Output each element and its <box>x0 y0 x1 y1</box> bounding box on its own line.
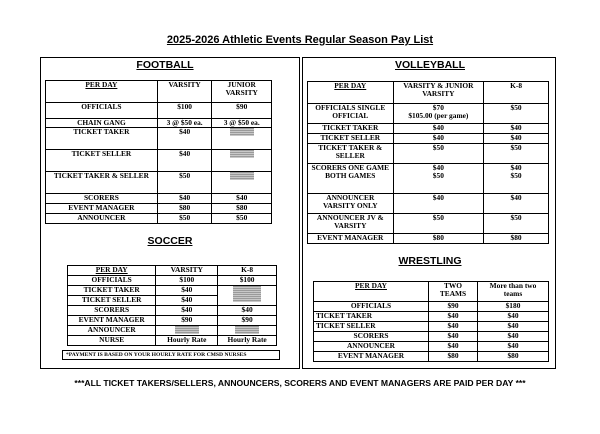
table-cell: $80 <box>478 352 549 362</box>
table-row-label: SCORERS <box>314 332 429 342</box>
soccer-table <box>67 265 277 346</box>
table-row-label: OFFICIALS <box>46 103 158 119</box>
table-cell: $80 <box>484 234 549 244</box>
table-cell: $100 <box>218 276 277 286</box>
wrestling-heading: WRESTLING <box>398 255 462 267</box>
table-row-label: TICKET TAKER & SELLER <box>308 144 394 164</box>
table-cell: $40 <box>484 124 549 134</box>
table-cell: $40 <box>429 322 478 332</box>
table-cell: $40 <box>429 342 478 352</box>
table-cell: $90 <box>156 316 218 326</box>
football-header-varsity: VARSITY <box>157 81 212 103</box>
shade-fill <box>175 326 199 334</box>
cell-line: $50 <box>510 171 522 180</box>
shaded-cell <box>156 326 218 336</box>
table-cell: $40 <box>157 150 212 172</box>
table-cell: $80 <box>429 352 478 362</box>
table-cell <box>393 104 484 124</box>
table-row-label: OFFICIALS <box>68 276 156 286</box>
shaded-cell <box>212 172 272 194</box>
table-row-label: TICKET SELLER <box>314 322 429 332</box>
cell-line: $40 <box>510 163 522 172</box>
table-cell: $40 <box>156 296 218 306</box>
table-cell: $40 <box>393 194 484 214</box>
table-cell <box>393 164 484 194</box>
shaded-cell <box>218 286 277 306</box>
table-cell: $40 <box>157 194 212 204</box>
table-cell: $40 <box>393 124 484 134</box>
table-cell: $40 <box>429 312 478 322</box>
volleyball-table <box>307 81 549 244</box>
cell-line: $40 <box>432 163 444 172</box>
wrestling-header-perday: PER DAY <box>314 282 429 302</box>
table-cell: $90 <box>218 316 277 326</box>
table-cell: $40 <box>212 194 272 204</box>
cell-line: $50 <box>432 171 444 180</box>
football-table <box>45 80 272 224</box>
table-row-label: TICKET SELLER <box>68 296 156 306</box>
cell-line: $105.00 (per game) <box>408 111 469 120</box>
table-cell: $40 <box>484 134 549 144</box>
table-row-label: SCORERS <box>68 306 156 316</box>
table-cell: $40 <box>157 128 212 150</box>
cell-line: SCORERS ONE GAME <box>311 163 390 172</box>
cell-line: $70 <box>432 103 444 112</box>
volleyball-header-k8: K-8 <box>484 82 549 104</box>
table-cell: $50 <box>157 172 212 194</box>
table-cell: $90 <box>212 103 272 119</box>
table-row-label: ANNOUNCER JV & VARSITY <box>308 214 394 234</box>
table-row-label: ANNOUNCER <box>46 214 158 224</box>
table-row-label: SCORERS <box>46 194 158 204</box>
table-cell: $40 <box>478 322 549 332</box>
football-header-jv: JUNIOR VARSITY <box>212 81 272 103</box>
table-cell: $50 <box>393 214 484 234</box>
soccer-heading: SOCCER <box>147 235 193 247</box>
table-cell: $40 <box>478 312 549 322</box>
soccer-header-k8: K-8 <box>218 266 277 276</box>
table-cell: 3 @ $50 ea. <box>157 119 212 128</box>
page-title: 2025-2026 Athletic Events Regular Season Pay List <box>166 34 434 46</box>
table-cell: $50 <box>212 214 272 224</box>
table-cell: $40 <box>484 194 549 214</box>
table-cell: $40 <box>218 306 277 316</box>
volleyball-header-perday: PER DAY <box>308 82 394 104</box>
table-row-label <box>308 164 394 194</box>
nurse-payment-note: *PAYMENT IS BASED ON YOUR HOURLY RATE FOR CMSD NURSES <box>62 350 280 360</box>
table-cell: $100 <box>156 276 218 286</box>
shade-fill <box>230 172 254 180</box>
table-cell: $50 <box>157 214 212 224</box>
shade-fill <box>235 326 259 334</box>
table-cell <box>484 164 549 194</box>
table-row-label: TICKET SELLER <box>46 150 158 172</box>
table-row-label: TICKET TAKER <box>68 286 156 296</box>
table-cell: $100 <box>157 103 212 119</box>
soccer-header-perday: PER DAY <box>68 266 156 276</box>
table-cell: $50 <box>484 214 549 234</box>
table-cell: Hourly Rate <box>156 336 218 346</box>
football-header-perday: PER DAY <box>46 81 158 103</box>
table-cell: $180 <box>478 302 549 312</box>
table-row-label: CHAIN GANG <box>46 119 158 128</box>
table-row-label: TICKET TAKER <box>46 128 158 150</box>
wrestling-header-more-teams: More than two teams <box>478 282 549 302</box>
table-row-label: TICKET TAKER <box>314 312 429 322</box>
volleyball-header-varsity-jv: VARSITY & JUNIOR VARSITY <box>393 82 484 104</box>
table-row-label: OFFICIALS <box>314 302 429 312</box>
table-cell: $40 <box>156 286 218 296</box>
shaded-cell <box>218 326 277 336</box>
table-row-label: OFFICIALS SINGLE OFFICIAL <box>308 104 394 124</box>
table-cell: $40 <box>478 342 549 352</box>
table-cell: $80 <box>212 204 272 214</box>
table-row-label: TICKET TAKER & SELLER <box>46 172 158 194</box>
table-cell: $80 <box>393 234 484 244</box>
shade-fill <box>230 150 254 158</box>
shade-fill <box>233 286 261 302</box>
footer-note: ***ALL TICKET TAKERS/SELLERS, ANNOUNCERS, SCORERS AND EVENT MANAGERS ARE PAID PER DAY *** <box>74 378 526 388</box>
table-cell: $90 <box>429 302 478 312</box>
table-row-label: EVENT MANAGER <box>46 204 158 214</box>
table-cell: $80 <box>157 204 212 214</box>
wrestling-table <box>313 281 549 362</box>
soccer-header-varsity: VARSITY <box>156 266 218 276</box>
football-heading: FOOTBALL <box>136 59 194 71</box>
table-row-label: ANNOUNCER <box>68 326 156 336</box>
table-row-label: TICKET SELLER <box>308 134 394 144</box>
cell-line: BOTH GAMES <box>325 171 376 180</box>
wrestling-header-two-teams: TWO TEAMS <box>429 282 478 302</box>
table-row-label: ANNOUNCER <box>314 342 429 352</box>
table-row-label: ANNOUNCER VARSITY ONLY <box>308 194 394 214</box>
table-row-label: NURSE <box>68 336 156 346</box>
table-cell: 3 @ $50 ea. <box>212 119 272 128</box>
table-cell: $40 <box>156 306 218 316</box>
table-row-label: EVENT MANAGER <box>308 234 394 244</box>
table-cell: $40 <box>429 332 478 342</box>
table-cell: $50 <box>484 104 549 124</box>
shaded-cell <box>212 150 272 172</box>
table-cell: $50 <box>393 144 484 164</box>
table-row-label: EVENT MANAGER <box>68 316 156 326</box>
shaded-cell <box>212 128 272 150</box>
table-cell: Hourly Rate <box>218 336 277 346</box>
table-row-label: EVENT MANAGER <box>314 352 429 362</box>
table-cell: $40 <box>478 332 549 342</box>
volleyball-heading: VOLLEYBALL <box>395 59 465 71</box>
shade-fill <box>230 128 254 136</box>
table-cell: $50 <box>484 144 549 164</box>
table-row-label: TICKET TAKER <box>308 124 394 134</box>
table-cell: $40 <box>393 134 484 144</box>
